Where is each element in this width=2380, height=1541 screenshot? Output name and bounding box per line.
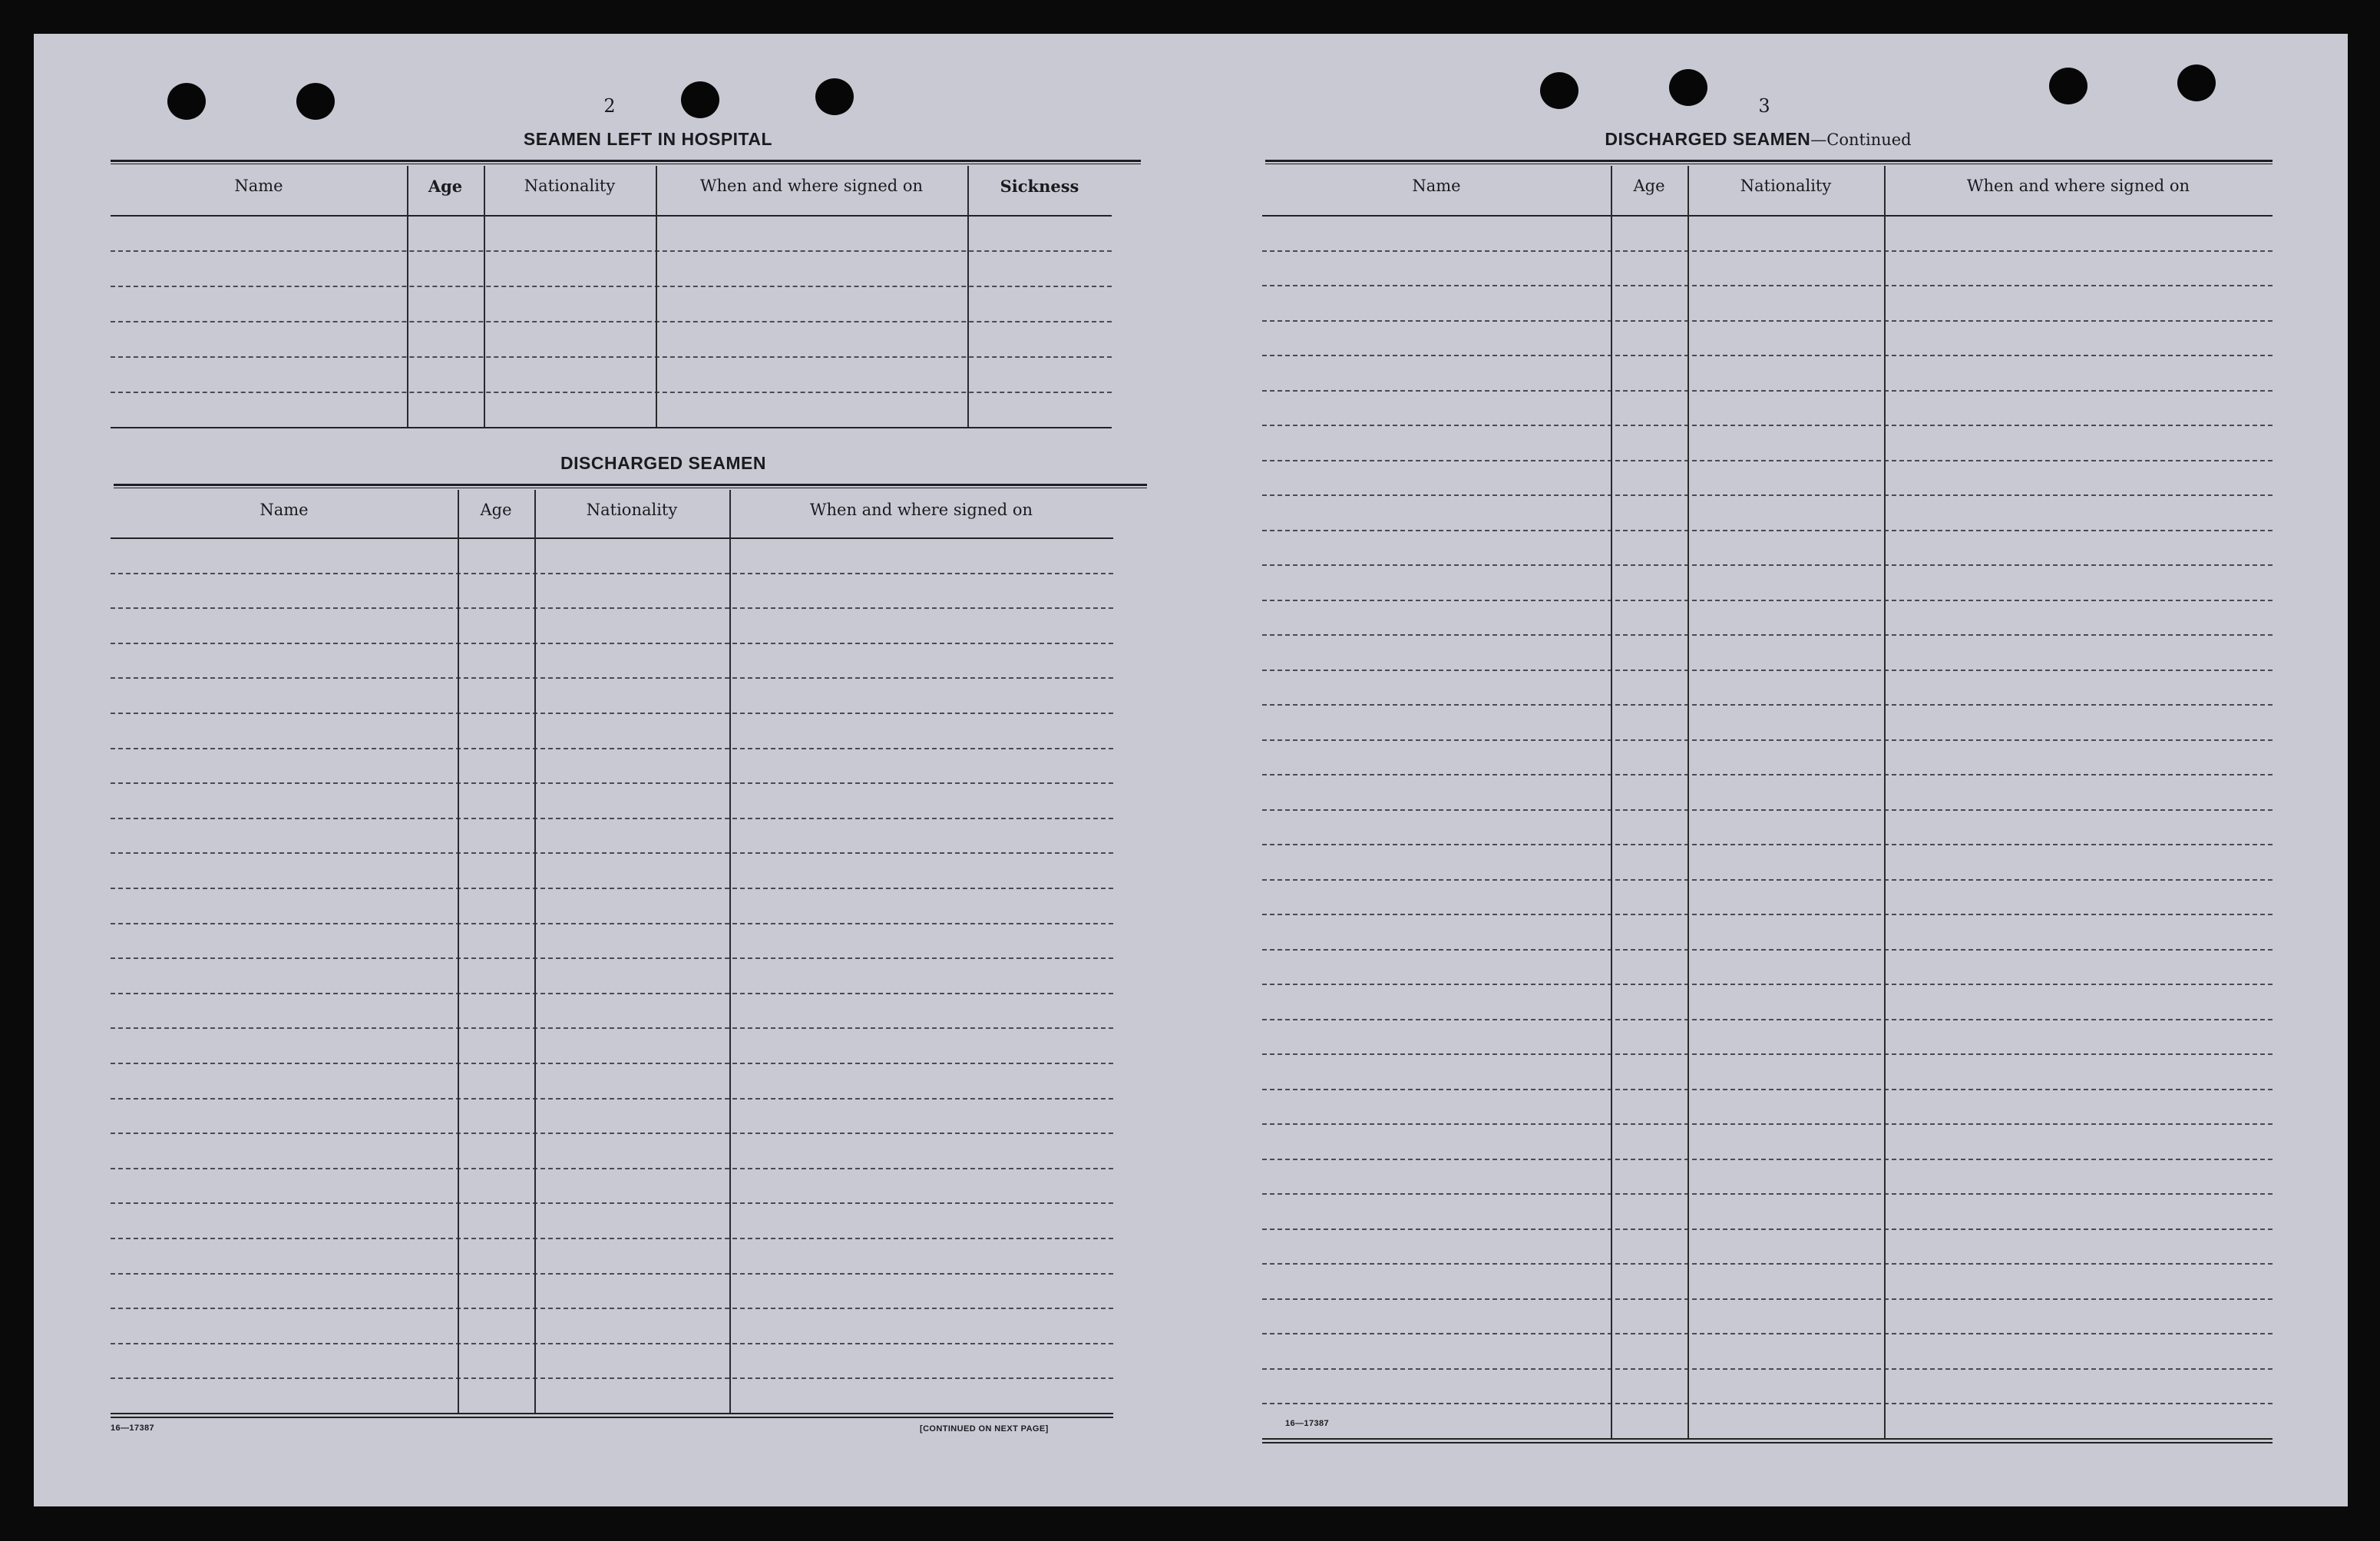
row-rule: [111, 1133, 1113, 1134]
row-rule: [1262, 634, 2273, 636]
form-number: 16—17387: [111, 1424, 155, 1433]
row-rule: [1262, 1089, 2273, 1090]
row-rule: [1262, 949, 2273, 951]
row-rule: [1262, 739, 2273, 741]
page-number: 3: [1758, 95, 1770, 117]
header-rule: [111, 215, 1112, 217]
row-rule: [1262, 320, 2273, 322]
punch-hole: [681, 81, 719, 118]
column-divider: [1884, 166, 1886, 1438]
column-divider: [1687, 166, 1689, 1438]
column-header: When and where signed on: [699, 177, 924, 195]
discharged-section-title: DISCHARGED SEAMEN: [560, 453, 766, 473]
row-rule: [111, 392, 1112, 393]
column-header: Sickness: [1000, 177, 1079, 196]
row-rule: [1262, 494, 2273, 496]
column-header: Name: [259, 501, 309, 519]
bottom-rule: [1262, 1442, 2273, 1443]
discharged-continued-title: [1559, 129, 1958, 150]
row-rule: [1262, 1263, 2273, 1265]
row-rule: [1262, 530, 2273, 531]
row-rule: [111, 1273, 1113, 1275]
row-rule: [1262, 1159, 2273, 1160]
punch-hole: [2177, 64, 2216, 101]
column-header: Name: [234, 177, 283, 195]
row-rule: [111, 573, 1113, 574]
column-header: Name: [1412, 177, 1461, 195]
column-header: Age: [480, 501, 512, 519]
row-rule: [1262, 355, 2273, 356]
bottom-rule: [111, 427, 1112, 428]
row-rule: [111, 782, 1113, 784]
form-number: 16—17387: [1285, 1419, 1330, 1428]
punch-hole: [1540, 72, 1578, 109]
row-rule: [111, 677, 1113, 679]
column-divider: [458, 490, 459, 1413]
column-header: Age: [428, 177, 463, 196]
row-rule: [111, 1027, 1113, 1029]
double-rule: [1265, 160, 2273, 164]
column-divider: [484, 166, 485, 427]
double-rule: [111, 160, 1141, 164]
column-divider: [729, 490, 731, 1413]
bottom-rule: [111, 1413, 1113, 1414]
column-divider: [967, 166, 969, 427]
row-rule: [111, 888, 1113, 889]
row-rule: [1262, 774, 2273, 775]
row-rule: [111, 1308, 1113, 1309]
row-rule: [111, 852, 1113, 854]
row-rule: [111, 993, 1113, 994]
row-rule: [1262, 844, 2273, 845]
row-rule: [1262, 390, 2273, 392]
row-rule: [111, 923, 1113, 924]
column-header: When and where signed on: [809, 501, 1033, 519]
row-rule: [1262, 1019, 2273, 1020]
column-divider: [1611, 166, 1612, 1438]
header-rule: [111, 537, 1113, 539]
row-rule: [111, 1063, 1113, 1064]
form-sheet: [34, 34, 2348, 1506]
continued-suffix: —Continued: [1810, 131, 1912, 149]
row-rule: [1262, 1403, 2273, 1404]
row-rule: [1262, 285, 2273, 286]
row-rule: [111, 1202, 1113, 1204]
row-rule: [111, 321, 1112, 322]
row-rule: [111, 748, 1113, 749]
page-number: 2: [603, 95, 616, 117]
row-rule: [1262, 564, 2273, 566]
row-rule: [1262, 460, 2273, 461]
continued-note: [CONTINUED ON NEXT PAGE]: [920, 1424, 1049, 1434]
column-divider: [407, 166, 408, 427]
header-rule: [1262, 215, 2273, 217]
column-header: Nationality: [524, 177, 616, 195]
row-rule: [1262, 879, 2273, 881]
punch-hole: [296, 83, 335, 120]
row-rule: [1262, 704, 2273, 706]
row-rule: [111, 356, 1112, 358]
row-rule: [1262, 809, 2273, 811]
bottom-rule: [1262, 1438, 2273, 1440]
bottom-rule: [111, 1417, 1113, 1418]
row-rule: [1262, 1298, 2273, 1300]
row-rule: [1262, 1123, 2273, 1125]
row-rule: [111, 1343, 1113, 1344]
row-rule: [1262, 1368, 2273, 1370]
hospital-section-title: SEAMEN LEFT IN HOSPITAL: [523, 129, 773, 149]
row-rule: [111, 1098, 1113, 1100]
row-rule: [111, 250, 1112, 252]
row-rule: [1262, 670, 2273, 671]
row-rule: [1262, 1193, 2273, 1195]
row-rule: [111, 1377, 1113, 1379]
column-header: Age: [1633, 177, 1665, 195]
section-title: DISCHARGED SEAMEN: [1605, 129, 1811, 149]
row-rule: [1262, 1333, 2273, 1334]
row-rule: [1262, 425, 2273, 426]
column-header: Nationality: [1740, 177, 1832, 195]
column-divider: [656, 166, 657, 427]
punch-hole: [815, 78, 854, 115]
row-rule: [111, 286, 1112, 287]
column-header: When and where signed on: [1966, 177, 2190, 195]
row-rule: [111, 1238, 1113, 1239]
row-rule: [1262, 1229, 2273, 1230]
row-rule: [1262, 984, 2273, 985]
row-rule: [111, 713, 1113, 714]
punch-hole: [167, 83, 206, 120]
row-rule: [111, 818, 1113, 819]
row-rule: [1262, 250, 2273, 252]
row-rule: [111, 607, 1113, 609]
column-divider: [534, 490, 536, 1413]
row-rule: [111, 957, 1113, 959]
row-rule: [1262, 1053, 2273, 1055]
row-rule: [111, 1168, 1113, 1169]
row-rule: [111, 643, 1113, 644]
double-rule: [114, 484, 1147, 488]
punch-hole: [2049, 68, 2087, 104]
row-rule: [1262, 914, 2273, 915]
column-header: Nationality: [586, 501, 678, 519]
punch-hole: [1669, 69, 1707, 106]
row-rule: [1262, 600, 2273, 601]
